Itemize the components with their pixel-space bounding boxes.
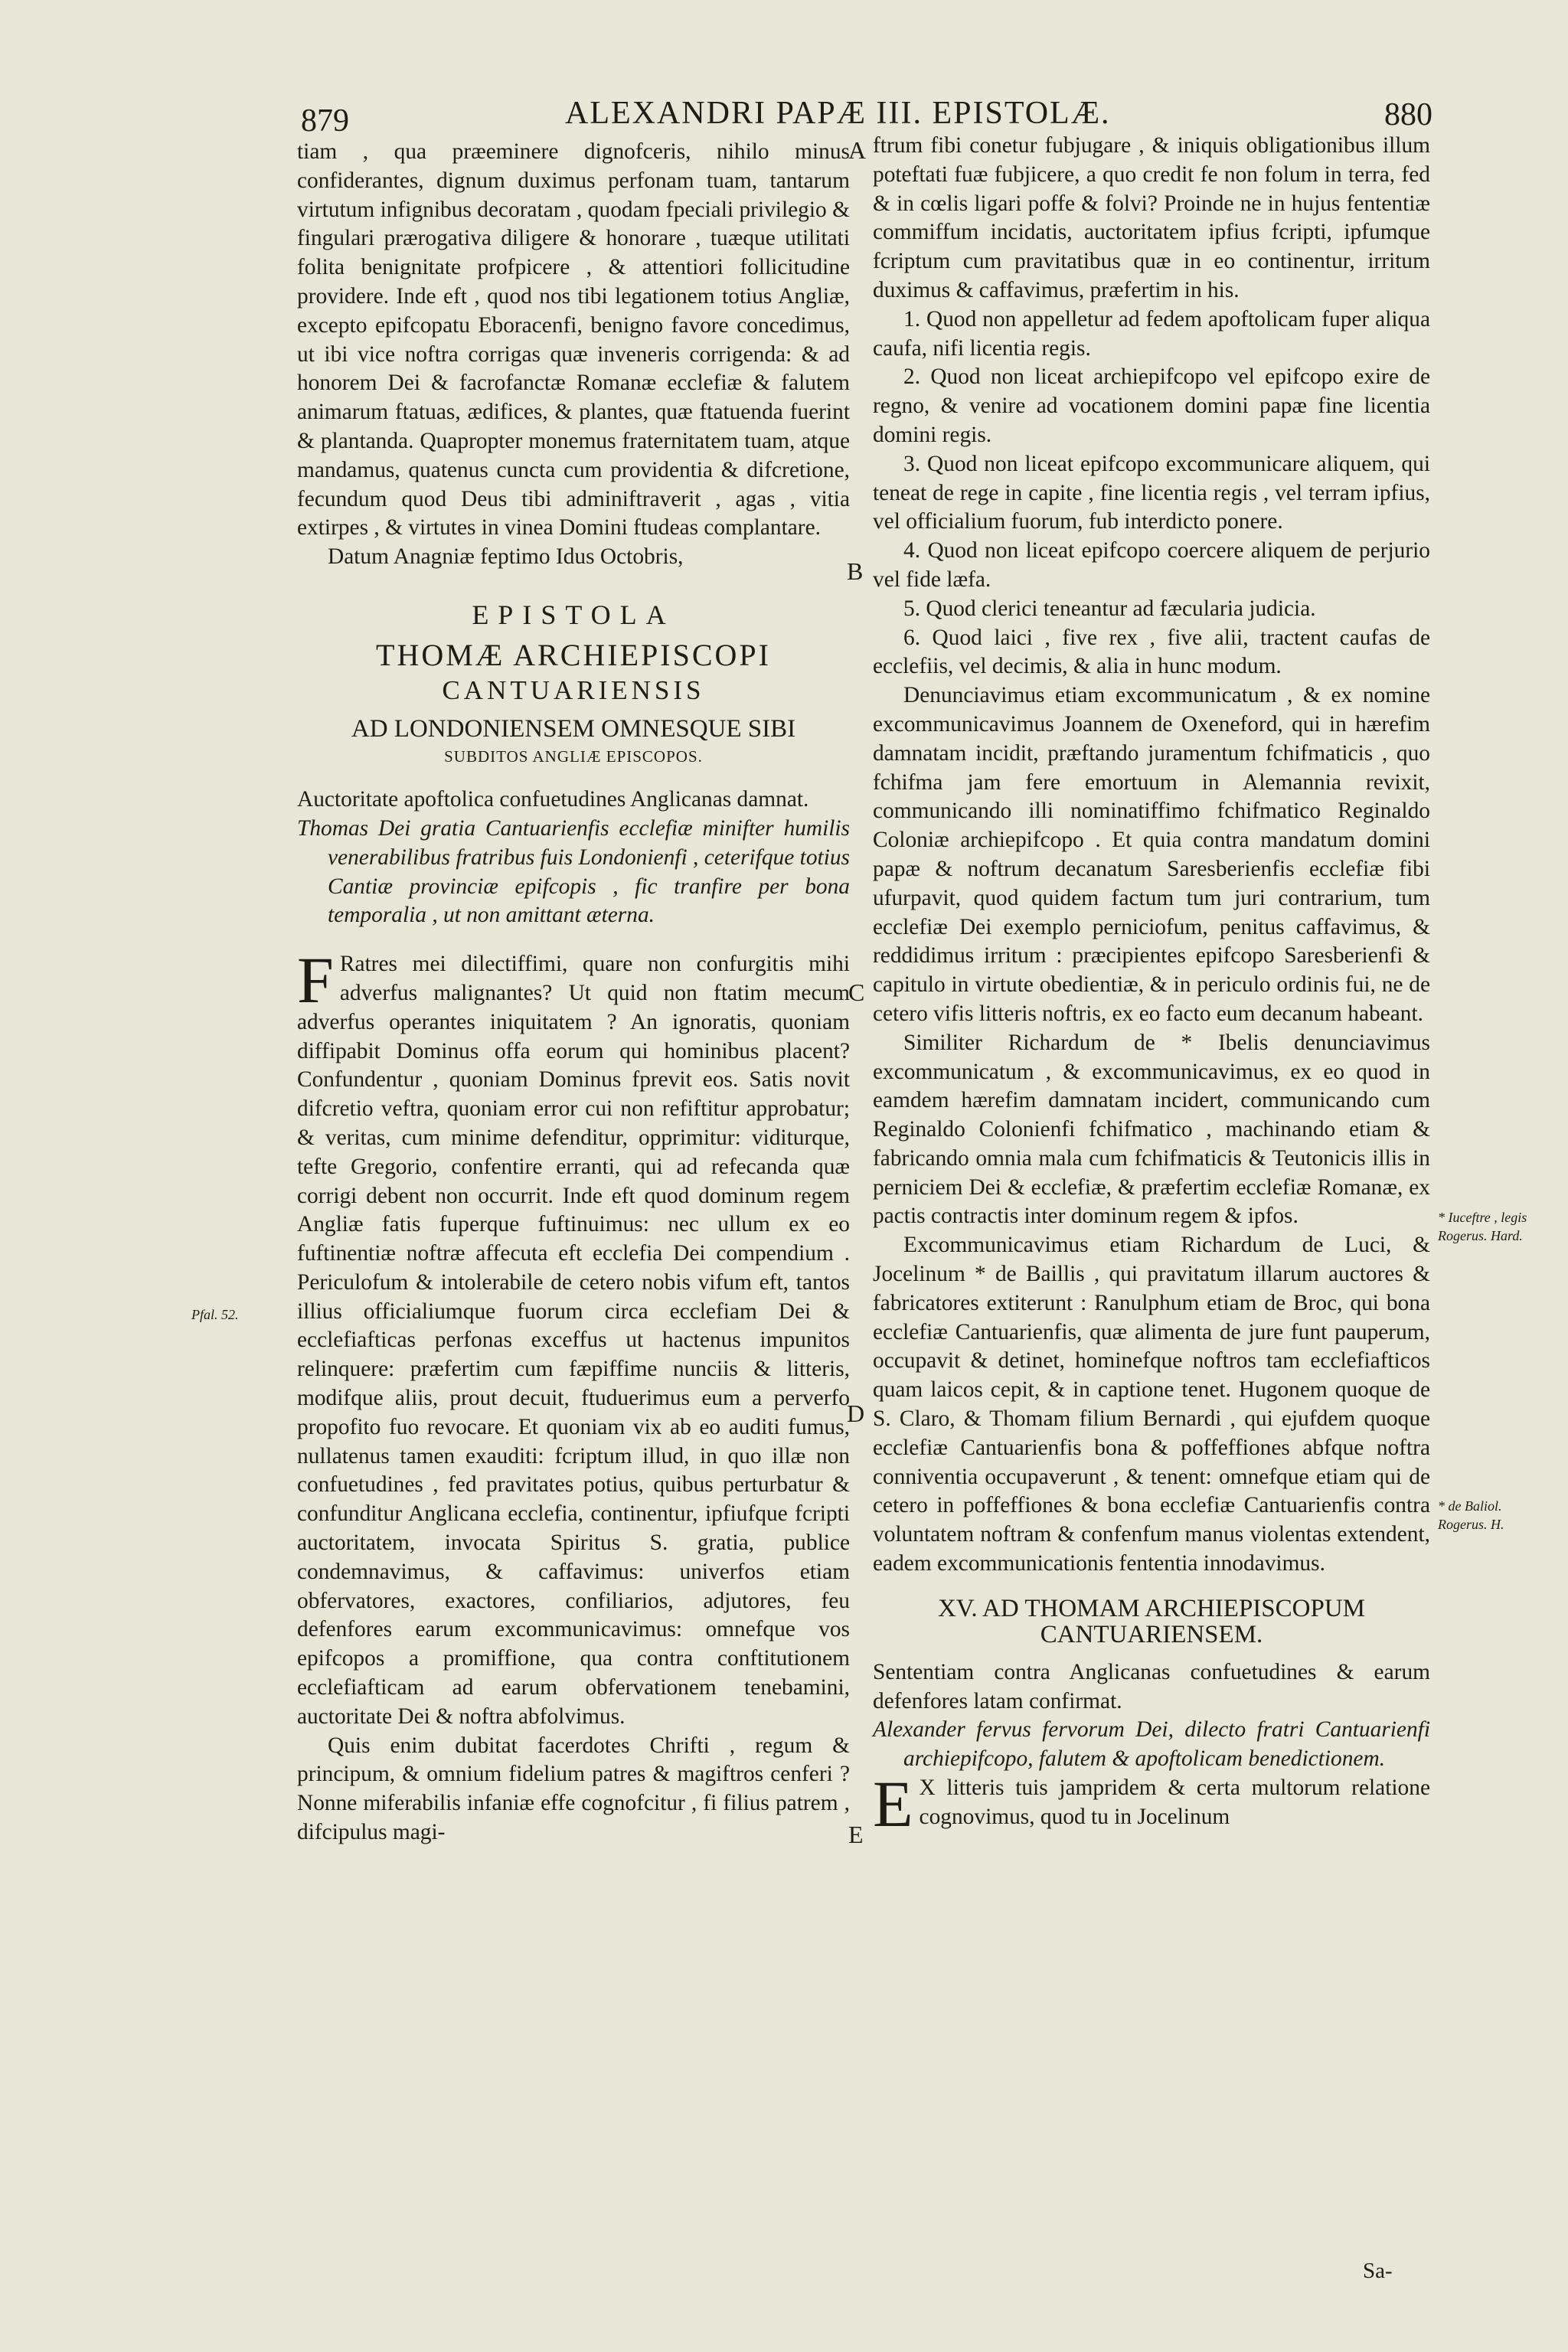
section-marker-d: D xyxy=(847,1400,865,1427)
list-item-6: 6. Quod laici , five rex , five alii, tractent caufas de ecclefiis, vel decimis, & alia in hunc modum. xyxy=(873,625,1430,679)
letter-body-text: Ratres mei dilectiffimi, quare non confurgitis mihi adverfus malignantes? Ut quid non ftatim mecum adverfus operantes iniquitatem ? An ignoratis, quoniam diffipabit Dominus offa eorum qui hominibus placent? Confundentur , quoniam Dominus fprevit eos. Satis novit difcretio veftra, quoniam error cui non refiftitur approbatur; & veritas, cum minime defenditur, opprimitur: viditurque, tefte Gregorio, confentire erranti, qui ad refecanda quæ corrigi debent non occurrit. Inde eft quod dominum regem Angliæ fatis fuperque fuftinuimus: nec ullum ex eo fuftinentiæ noftræ affecuta eft ecclefia Dei compendium . Periculofum & intolerabile de cetero nobis vifum eft, tantos illius officialiumque fuorum circa ecclefiam Dei & ecclefiafticas perfonas exceffus ut hactenus impunitos relinquere: præfertim cum fæpiffime nunciis & litteris, modifque aliis, prout decuit, ftuduerimus eum a perverfo propofito fuo revocare. Et quoniam vix ab eo auditi fumus, nullatenus tamen exauditi: fcriptum illud, in quo illæ non confuetudines , fed pravitates potius, quibus perturbatur & confunditur Anglicana ecclefia, continentur, ipfiufque fcripti auctoritatem, invocata Spiritus S. gratia, publice condemnavimus, & caffavimus: univerfos etiam obfervatores, exactores, confiliarios, adjutores, feu defenfores earum excommunicavimus: omnefque vos epifcopos a promiffione, qua contra conftitutionem ecclefiafticam ad earum obfervationem tenebamini, auctoritate Dei & noftra abfolvimus. xyxy=(297,952,850,1729)
xv-salutation: Alexander fervus fervorum Dei, dilecto fratri Cantuarienfi archiepifcopo, falutem & apoftolicam benedictionem. xyxy=(873,1717,1430,1772)
running-title: ALEXANDRI PAPÆ III. EPISTOLÆ. xyxy=(565,96,1111,131)
letter-body xyxy=(297,943,850,1732)
heading-xv: XV. AD THOMAM ARCHIEPISCOPUM CANTUARIENSEM. xyxy=(937,1594,1366,1648)
paragraph-excommunicavimus: Excommunicavimus etiam Richardum de Luci, & Jocelinum * de Baillis , qui pravitatum illarum auctores & fabricatores extiterunt : Ranulphum etiam de Broc, qui bona ecclefiæ Cantuarienfis, quæ alimenta de jure funt pauperum, occupavit & detinet, hominefque noftros tam ecclefiafticos quam laicos cepit, & in captione tenet. Hugonem quoque de S. Claro, & Thomam filium Bernardi , qui ejufdem quoque ecclefiæ Cantuarienfis bona & poffeffiones abfque noftra conniventia occupaverunt , & tenent: omnefque etiam qui de cetero in poffeffiones & bona ecclefiæ Cantuarienfis contra voluntatem noftram & confenfum manus violentas extendent, eadem excommunicationis fententia innodavimus. xyxy=(873,1233,1430,1576)
section-marker-b: B xyxy=(847,557,864,585)
heading-thomae: THOMÆ ARCHIEPISCOPI xyxy=(376,637,771,672)
paragraph-similiter: Similiter Richardum de * Ibelis denunciavimus excommunicatum , & excommunicavimus, ex eo quod in eamdem hærefim damnatam incidert, communicando cum Reginaldo Colonienfi fchifmatico , machinando etiam & fabricando omnia mala cum fchifmaticis & Teutonicis illis in perniciem Dei & ecclefiæ, & præfertim ecclefiæ Romanæ, ex pactis contractis inter dominum regem & ipfos. xyxy=(873,1030,1430,1229)
list-item-1: 1. Quod non appelletur ad fedem apoftolicam fuper aliqua caufa, nifi licentia regis. xyxy=(873,306,1430,361)
letter-summary: Auctoritate apoftolica confuetudines Anglicanas damnat. xyxy=(297,787,809,812)
drop-cap-f: F xyxy=(297,943,334,1018)
section-marker-a: A xyxy=(848,136,867,164)
heading-ad-londoniensem: AD LONDONIENSEM OMNESQUE SIBI xyxy=(351,715,796,743)
section-marker-c: C xyxy=(848,978,865,1006)
list-item-4: 4. Quod non liceat epifcopo coercere aliquem de perjurio vel fide læfa. xyxy=(873,538,1430,592)
left-intro-paragraph: tiam , qua præeminere dignofceris, nihilo minus confiderantes, dignum duximus perfonam tuam, tantarum virtutum infignibus decoratam , quodam fpeciali privilegio & fingulari prærogativa diligere & honorare , tuæque utilitati folita benignitate profpicere , & attentiori follicitudine providere. Inde eft , quod nos tibi legationem totius Angliæ, excepto epifcopatu Eboracenfi, benigno favore concedimus, ut ibi vice noftra corrigas quæ inveneris corrigenda: & ad honorem Dei & facrofanctæ Romanæ ecclefiæ & falutem animarum ftatuas, ædifices, & plantes, quæ ftatuenda fuerint & plantanda. Quapropter monemus fraternitatem tuam, atque mandamus, quatenus cuncta cum providentia & difcretione, fecundum quod Deus tibi adminiftraverit , agas , vitia extirpes , & virtutes in vinea Domini ftudeas complantare. xyxy=(297,139,850,541)
catchword: Sa- xyxy=(1363,2259,1393,2283)
list-item-2: 2. Quod non liceat archiepifcopo vel epifcopo exire de regno, & venire ad vocationem domini papæ fine licentia domini regis. xyxy=(873,364,1430,447)
paragraph-denunciavimus: Denunciavimus etiam excommunicatum , & ex nomine excommunicavimus Joannem de Oxeneford, qui in hærefim damnatam incidit, præftando juramentum fchifmaticis , quo fchifma jam fere emortuum in Alemannia revixit, communicando illi nominatiffimo fchifmatico Reginaldo Coloniæ archiepifcopo . Et quia contra mandatum domini papæ & noftrum decanatum Saresberienfis ecclefiæ fibi ufurpavit, quod quidem factum tum juri contrarium, tum ecclefiæ Dei exemplo perniciofum, penitus caffavimus, & reddidimus irritum : præcipientes epifcopo Saresberienfi & capitulo in virtute obedientiæ, & in periculo ordinis fui, ne de cetero vifis litteris noftris, ex eo facto eum decanum habeant. xyxy=(873,683,1430,1026)
list-item-5: 5. Quod clerici teneantur ad fæcularia judicia. xyxy=(903,596,1316,621)
left-page-number: 879 xyxy=(301,103,349,139)
running-header xyxy=(0,92,1568,138)
xv-summary: Sententiam contra Anglicanas confuetudines & earum defenfores latam confirmat. xyxy=(873,1659,1430,1713)
right-intro-paragraph: ftrum fibi conetur fubjugare , & iniquis obligationibus illum poteftati fuæ fubjicere, a quo credit fe non folum in terra, fed & in cœlis ligari poffe & folvi? Proinde ne in hujus fententiæ commiffum incidatis, auctoritatem ipfius fcripti, ipfumque fcriptum cum pravitatibus quæ in eo continentur, irritum duximus & caffavimus, præfertim in his. xyxy=(873,133,1430,302)
dated-line: Datum Anagniæ feptimo Idus Octobris, xyxy=(328,544,684,570)
xv-letter-body-text: X litteris tuis jampridem & certa multorum relatione cognovimus, quod tu in Jocelinum xyxy=(919,1775,1430,1829)
margin-note-baillis: * de Baliol. Rogerus. H. xyxy=(1438,1498,1504,1532)
right-column xyxy=(873,132,1430,1841)
heading-epistola: EPISTOLA xyxy=(472,599,675,630)
xv-letter-body xyxy=(873,1767,1430,1841)
drop-cap-e: E xyxy=(873,1767,913,1841)
margin-note-ibelis: * Iuceftre , legis Rogerus. Hard. xyxy=(1438,1210,1527,1243)
heading-subditos: SUBDITOS ANGLIÆ EPISCOPOS. xyxy=(444,747,703,766)
margin-note-psalm: Pfal. 52. xyxy=(191,1307,239,1322)
list-item-3: 3. Quod non liceat epifcopo excommunicare aliquem, qui teneat de rege in capite , fine licentia regis , vel terram ipfius, vel officialium fuorum, fub interdicto ponere. xyxy=(873,451,1430,534)
heading-cantuariensis: CANTUARIENSIS xyxy=(442,675,705,705)
section-marker-e: E xyxy=(848,1821,864,1848)
left-last-paragraph: Quis enim dubitat facerdotes Chrifti , regum & principum, & omnium fidelium patres & magiftros cenferi ? Nonne miferabilis infaniæ effe cognofcitur , fi filius patrem , difcipulus magi- xyxy=(297,1733,850,1845)
letter-salutation: Thomas Dei gratia Cantuarienfis ecclefiæ minifter humilis venerabilibus fratribus fuis Londonienfi , ceterifque totius Cantiæ provinciæ epifcopis , fic tranfire per bona temporalia , ut non amittant æterna. xyxy=(297,815,850,928)
left-column xyxy=(297,138,850,1847)
right-page-number: 880 xyxy=(1384,97,1432,132)
